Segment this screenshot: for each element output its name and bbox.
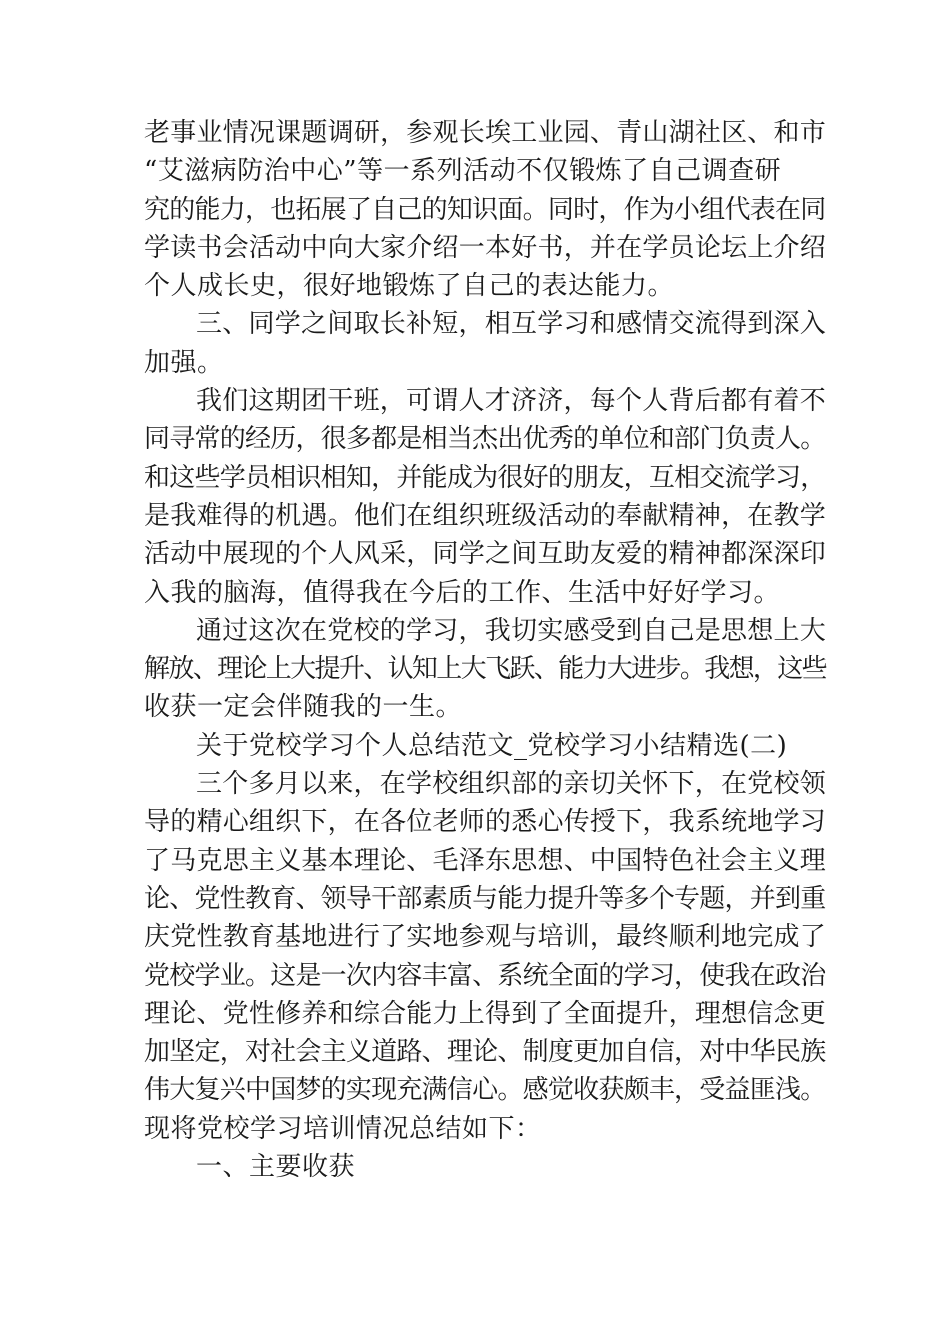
- text-line: 收获一定会伴随我的一生。: [144, 692, 463, 723]
- text-line: 解放、理论上大提升、认知上大飞跃、能力大进步。我想，这些: [144, 654, 827, 685]
- text-line: 学读书会活动中向大家介绍一本好书，并在学员论坛上介绍: [144, 232, 827, 263]
- text-line: 伟大复兴中国梦的实现充满信心。感觉收获颇丰，受益匪浅。: [144, 1075, 826, 1106]
- text-line: 活动中展现的个人风采，同学之间互助友爱的精神都深深印: [144, 539, 827, 570]
- section-heading: 一、主要收获: [196, 1152, 356, 1183]
- text-line: 理论、党性修养和综合能力上得到了全面提升，理想信念更: [144, 998, 827, 1029]
- text-line: 导的精心组织下，在各位老师的悉心传授下，我系统地学习: [144, 807, 827, 838]
- text-line: 入我的脑海，值得我在今后的工作、生活中好好学习。: [144, 577, 781, 608]
- document-body: [144, 114, 827, 1186]
- text-line: “艾滋病防治中心”等一系列活动不仅锻炼了自己调查研: [144, 156, 782, 187]
- text-line: 究的能力，也拓展了自己的知识面。同时，作为小组代表在同: [144, 194, 826, 225]
- text-line: 加强。: [144, 347, 224, 378]
- text-line: 和这些学员相识相知，并能成为很好的朋友，互相交流学习，: [144, 462, 826, 493]
- section-heading: 三、同学之间取长补短，相互学习和感情交流得到深入: [196, 309, 827, 340]
- text-line: 加坚定，对社会主义道路、理论、制度更加自信，对中华民族: [144, 1037, 826, 1068]
- text-line: 了马克思主义基本理论、毛泽东思想、中国特色社会主义理: [144, 845, 827, 876]
- text-line: 党校学业。这是一次内容丰富、系统全面的学习，使我在政治: [144, 960, 826, 991]
- paragraph-start: 通过这次在党校的学习，我切实感受到自己是思想上大: [196, 615, 827, 646]
- text-line: 论、党性教育、领导干部素质与能力提升等多个专题，并到重: [144, 883, 826, 914]
- text-line: 同寻常的经历，很多都是相当杰出优秀的单位和部门负责人。: [144, 424, 826, 455]
- paragraph-start: 我们这期团干班，可谓人才济济，每个人背后都有着不: [196, 386, 827, 417]
- text-line: 个人成长史，很好地锻炼了自己的表达能力。: [144, 271, 675, 302]
- text-line: 是我难得的机遇。他们在组织班级活动的奉献精神，在教学: [144, 500, 827, 531]
- article-title: 关于党校学习个人总结范文_党校学习小结精选(二): [196, 730, 788, 761]
- paragraph-start: 三个多月以来，在学校组织部的亲切关怀下，在党校领: [196, 769, 827, 800]
- text-line: 老事业情况课题调研，参观长埃工业园、青山湖社区、和市: [144, 118, 827, 148]
- text-line: 现将党校学习培训情况总结如下：: [144, 1113, 542, 1144]
- text-line: 庆党性教育基地进行了实地参观与培训，最终顺利地完成了: [144, 922, 827, 953]
